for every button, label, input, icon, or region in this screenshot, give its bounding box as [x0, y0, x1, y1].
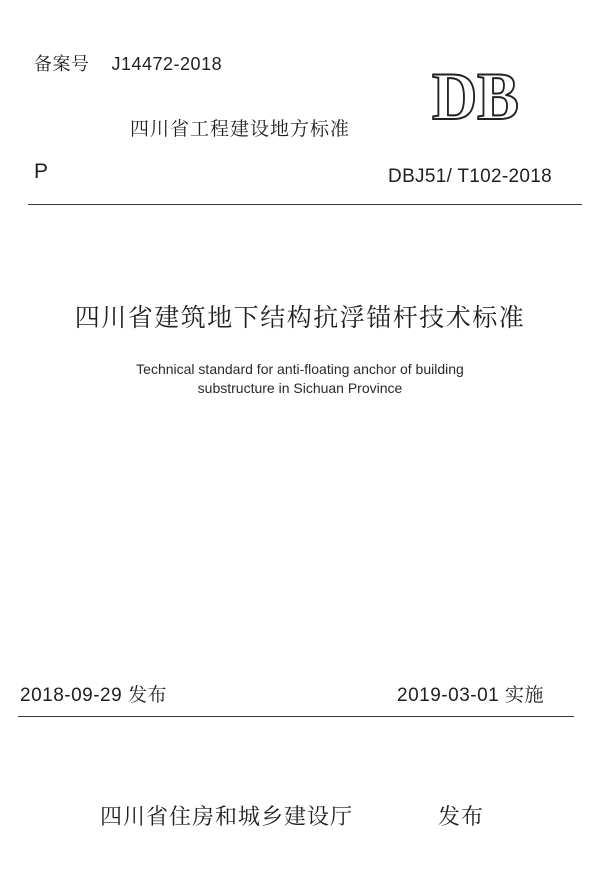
document-title-english	[0, 360, 600, 398]
english-title-line-2: substructure in Sichuan Province	[197, 380, 403, 396]
db-logo: DB	[432, 58, 519, 134]
publisher-name: 四川省住房和城乡建设厅	[100, 804, 354, 829]
category-code: P	[34, 160, 49, 183]
record-number-line	[34, 50, 222, 76]
document-title-chinese: 四川省建筑地下结构抗浮锚杆技术标准	[74, 304, 526, 332]
implementation-date: 2019-03-01 实施	[397, 685, 544, 706]
record-number: J14472-2018	[111, 54, 223, 74]
english-title-line-1: Technical standard for anti-floating anchor of building	[136, 361, 464, 377]
top-divider	[28, 204, 582, 205]
standard-number: DBJ51/ T102-2018	[388, 166, 552, 187]
issue-date: 2018-09-29 发布	[20, 685, 167, 706]
bottom-divider	[18, 716, 574, 717]
record-label: 备案号	[34, 54, 90, 74]
publish-label: 发布	[438, 804, 485, 829]
issuer-title: 四川省工程建设地方标准	[130, 119, 351, 140]
